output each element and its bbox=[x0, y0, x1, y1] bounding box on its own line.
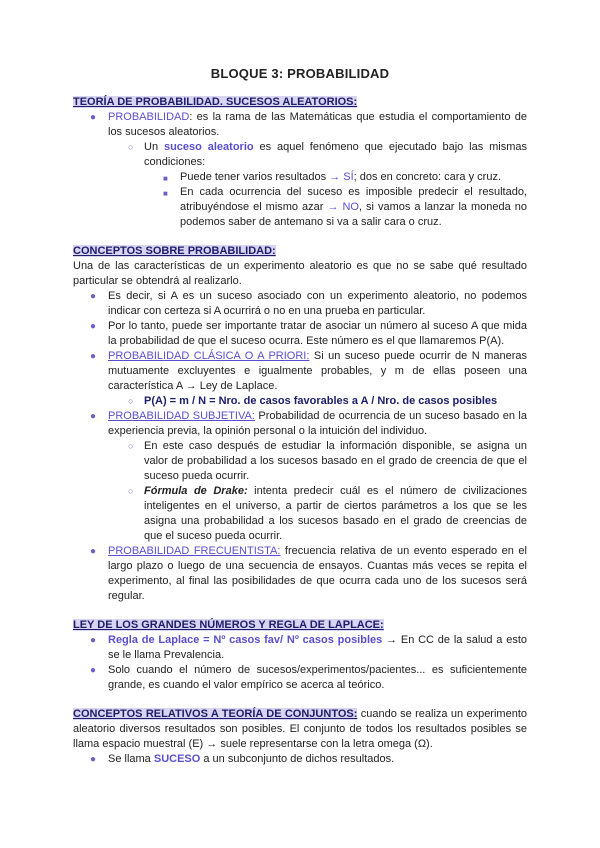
text: Un bbox=[144, 141, 164, 153]
bullet-icon: ● bbox=[90, 754, 97, 765]
bullet-icon: ● bbox=[90, 351, 97, 362]
text: frecuencia relativa de un evento esperado en el largo plazo o luego de una secuencia de ensayos. Cuantas más veces se repita el experimento, al final las posibilidades de que ocurra cada uno de los sucesos será regular. bbox=[108, 545, 527, 602]
section-probability-concepts bbox=[73, 244, 527, 604]
text: intenta predecir cuál es el número de civilizaciones inteligentes en el universo, a partir de ciertos parámetros a los que se les asigna una probabilidad a los sucesos basado en el grado de creencias de que el suceso pueda ocurrir. bbox=[144, 485, 527, 542]
square-bullet-icon: ■ bbox=[163, 174, 168, 183]
keyword: Fórmula de Drake: bbox=[144, 485, 248, 497]
text: , si vamos a lanzar la moneda no podemos saber de antemano si va a salir cara o cruz. bbox=[180, 201, 527, 228]
circle-bullet-icon: ○ bbox=[128, 142, 134, 152]
section-heading: TEORÍA DE PROBABILIDAD. SUCESOS ALEATORIOS: bbox=[73, 96, 358, 108]
list-item bbox=[73, 394, 527, 409]
text: → En CC de la salud a esto se le llama Prevalencia. bbox=[108, 634, 528, 661]
list-item bbox=[73, 319, 527, 349]
text: Si un suceso puede ocurrir de N maneras mutuamente excluyentes e igualmente probables, y m de ellas poseen una característica A → Ley de Laplace. bbox=[108, 350, 527, 392]
section-heading: LEY DE LOS GRANDES NÚMEROS Y REGLA DE LAPLACE: bbox=[73, 619, 384, 631]
section-heading: CONCEPTOS SOBRE PROBABILIDAD: bbox=[73, 245, 276, 257]
circle-bullet-icon: ○ bbox=[128, 486, 134, 496]
bullet-icon: ● bbox=[90, 291, 97, 302]
formula: P(A) = m / N = Nro. de casos favorables a A / Nro. de casos posibles bbox=[144, 395, 498, 407]
list-item bbox=[73, 289, 527, 319]
list-item bbox=[73, 752, 527, 767]
list-item bbox=[73, 544, 527, 604]
text: En cada ocurrencia del suceso es imposible predecir el resultado, atribuyéndose el mismo azar bbox=[180, 186, 527, 213]
text: ; dos en concreto: cara y cruz. bbox=[353, 171, 502, 183]
paragraph bbox=[73, 707, 527, 752]
list-item bbox=[73, 349, 527, 394]
circle-bullet-icon: ○ bbox=[128, 441, 134, 451]
keyword: Regla de Laplace = Nº casos fav/ Nº casos posibles bbox=[108, 634, 383, 646]
document-page bbox=[73, 66, 527, 767]
list-item bbox=[73, 484, 527, 544]
square-bullet-icon: ■ bbox=[163, 189, 168, 198]
text: : es la rama de las Matemáticas que estudia el comportamiento de los sucesos aleatorios. bbox=[108, 111, 527, 138]
section-set-theory bbox=[73, 707, 527, 767]
text: Es decir, si A es un suceso asociado con un experimento aleatorio, no podemos indicar con certeza si A ocurrirá o no en una prueba en particular. bbox=[108, 290, 527, 317]
page-title: BLOQUE 3: PROBABILIDAD bbox=[210, 66, 390, 81]
keyword-link: PROBABILIDAD SUBJETIVA: bbox=[108, 410, 255, 422]
text: Puede tener varios resultados bbox=[180, 171, 330, 183]
text: Solo cuando el número de sucesos/experimentos/pacientes... es suficientemente grande, es cuando el valor empírico se acerca al teórico. bbox=[108, 664, 527, 691]
keyword-link: PROBABILIDAD CLÁSICA O A PRIORI: bbox=[108, 350, 310, 362]
list-item bbox=[73, 185, 527, 230]
keyword: PROBABILIDAD bbox=[108, 111, 190, 123]
list-item bbox=[73, 110, 527, 140]
text: cuando se realiza un experimento aleatorio diversos resultados son posibles. El conjunto de todos los resultados posibles se llama espacio muestral (E) → suele representarse con la letra omega (Ω). bbox=[73, 708, 527, 750]
text: En este caso después de estudiar la información disponible, se asigna un valor de probabilidad a los sucesos basado en el grado de creencia de que el suceso pueda ocurrir. bbox=[144, 440, 527, 482]
text: Probabilidad de ocurrencia de un suceso basado en la experiencia previa, la opinión personal o la intuición del individuo. bbox=[108, 410, 527, 437]
section-probability-theory bbox=[73, 95, 527, 230]
list-item bbox=[73, 663, 527, 693]
keyword: → NO bbox=[327, 201, 359, 213]
paragraph: Una de las características de un experimento aleatorio es que no se sabe qué resultado particular se obtendrá al realizarlo. bbox=[73, 260, 527, 287]
section-heading: CONCEPTOS RELATIVOS A TEORÍA DE CONJUNTOS: bbox=[73, 708, 358, 720]
bullet-icon: ● bbox=[90, 665, 97, 676]
text: Se llama bbox=[108, 753, 154, 765]
bullet-icon: ● bbox=[90, 635, 97, 646]
list-item bbox=[73, 409, 527, 439]
text: Por lo tanto, puede ser importante tratar de asociar un número al suceso A que mida la probabilidad de que el suceso ocurra. Este número es el que llamaremos P(A). bbox=[108, 320, 527, 347]
list-item bbox=[73, 439, 527, 484]
circle-bullet-icon: ○ bbox=[128, 396, 134, 406]
bullet-icon: ● bbox=[90, 321, 97, 332]
list-item bbox=[73, 170, 527, 185]
keyword: suceso aleatorio bbox=[163, 141, 254, 153]
keyword-link: PROBABILIDAD FRECUENTISTA: bbox=[108, 545, 281, 557]
text: es aquel fenómeno que ejecutado bajo las mismas condiciones: bbox=[144, 141, 527, 168]
keyword: SUCESO bbox=[153, 753, 201, 765]
list-item bbox=[73, 633, 527, 663]
bullet-icon: ● bbox=[90, 411, 97, 422]
section-large-numbers bbox=[73, 618, 527, 693]
list-item bbox=[73, 140, 527, 170]
bullet-icon: ● bbox=[90, 112, 97, 123]
bullet-icon: ● bbox=[90, 546, 97, 557]
text: a un subconjunto de dichos resultados. bbox=[200, 753, 395, 765]
keyword: → SÍ bbox=[329, 171, 354, 183]
